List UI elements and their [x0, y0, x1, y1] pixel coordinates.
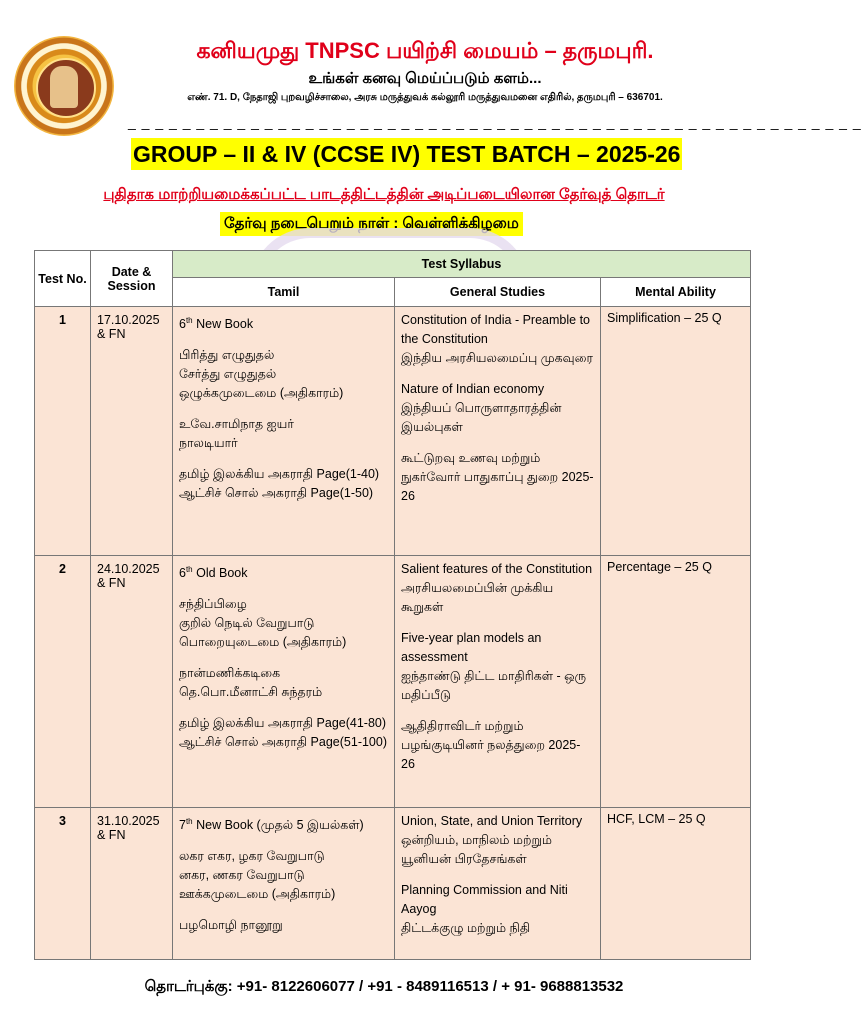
tamil-syllabus	[173, 808, 395, 960]
divider-line: _ _ _ _ _ _ _ _ _ _ _ _ _ _ _ _ _ _ _ _ _ _ _ _ _ _ _ _ _ _ _ _ _ _ _ _ _ _ _ _ _ _ _ _ _ _ _ _ _ _ _ _ _ _	[128, 114, 862, 130]
tamil-topic: பிரித்து எழுதுதல்	[179, 348, 275, 363]
table-row	[35, 808, 751, 960]
tamil-syllabus	[173, 556, 395, 808]
test-number: 3	[35, 808, 91, 960]
gs-topic: Constitution of India - Preamble to the Constitution	[401, 313, 590, 346]
tamil-topic: தமிழ் இலக்கிய அகராதி Page(41-80)	[179, 716, 387, 731]
tamil-book: 7th New Book (முதல் 5 இயல்கள்)	[179, 817, 364, 833]
logo-figure	[50, 66, 78, 108]
gs-topic: இந்திய அரசியலமைப்பு முகவுரை	[401, 351, 593, 365]
gs-topic: இந்தியப் பொருளாதாரத்தின் இயல்புகள்	[401, 401, 562, 434]
test-date: 24.10.2025 & FN	[91, 556, 173, 808]
syllabus-description: புதிதாக மாற்றியமைக்கப்பட்ட பாடத்திட்டத்தின் அடிப்படையிலான தேர்வுத் தொடர்	[103, 186, 665, 203]
tamil-topic: தெ.பொ.மீனாட்சி சுந்தரம்	[179, 685, 323, 700]
contact-numbers: தொடர்புக்கு: +91- 8122606077 / +91 - 8489116513 / + 91- 9688813532	[144, 978, 624, 995]
tamil-topic: பழமொழி நானூறு	[179, 918, 283, 933]
gs-topic: Planning Commission and Niti Aayog	[401, 883, 568, 916]
exam-day: தேர்வு நடைபெறும் நாள் : வெள்ளிக்கிழமை	[220, 212, 523, 236]
gs-topic: Union, State, and Union Territory	[401, 814, 583, 828]
header-test-no: Test No.	[35, 251, 91, 307]
gs-topic: ஆதிதிராவிடர் மற்றும் பழங்குடியினர் நலத்துறை 2025-26	[401, 719, 581, 771]
mental-ability-topic: Simplification – 25 Q	[601, 307, 751, 556]
tamil-topic: லகர எகர, ழகர வேறுபாடு	[179, 849, 325, 864]
tamil-syllabus	[173, 307, 395, 556]
header-date-session: Date & Session	[91, 251, 173, 307]
tamil-topic: பொறையுடைமை (அதிகாரம்)	[179, 635, 347, 650]
gs-syllabus	[395, 307, 601, 556]
table-row	[35, 556, 751, 808]
tamil-topic: நான்மணிக்கடிகை	[179, 666, 281, 681]
tamil-topic: ஆட்சிச் சொல் அகராதி Page(51-100)	[179, 735, 388, 750]
gs-topic: ஐந்தாண்டு திட்ட மாதிரிகள் - ஒரு மதிப்பீடு	[401, 669, 587, 702]
header-tamil: Tamil	[173, 278, 395, 307]
gs-topic: Salient features of the Constitution	[401, 562, 593, 576]
test-date: 17.10.2025 & FN	[91, 307, 173, 556]
mental-ability-topic: Percentage – 25 Q	[601, 556, 751, 808]
header-general-studies: General Studies	[395, 278, 601, 307]
tamil-book: 6th Old Book	[179, 565, 248, 581]
institute-address: எண். 71. D, நேதாஜி புறவழிச்சாலை, அரசு மருத்துவக் கல்லூரி மருத்துவமனை எதிரில், தருமபுரி – 636701.	[187, 92, 663, 103]
tamil-topic: தமிழ் இலக்கிய அகராதி Page(1-40)	[179, 467, 380, 482]
tamil-topic: ஒழுக்கமுடைமை (அதிகாரம்)	[179, 386, 344, 401]
table-row	[35, 307, 751, 556]
gs-topic: அரசியலமைப்பின் முக்கிய கூறுகள்	[401, 581, 554, 614]
tamil-topic: குறில் நெடில் வேறுபாடு	[179, 616, 315, 631]
batch-title: GROUP – II & IV (CCSE IV) TEST BATCH – 2025-26	[131, 138, 682, 170]
institute-tagline: உங்கள் கனவு மெய்ப்படும் களம்...	[308, 70, 542, 87]
tamil-book: 6th New Book	[179, 316, 254, 332]
institute-title: கனியமுது TNPSC பயிற்சி மையம் – தருமபுரி.	[196, 38, 654, 63]
gs-syllabus	[395, 556, 601, 808]
header-mental-ability: Mental Ability	[601, 278, 751, 307]
gs-topic: திட்டக்குழு மற்றும் நிதி	[401, 921, 531, 935]
test-number: 1	[35, 307, 91, 556]
mental-ability-topic: HCF, LCM – 25 Q	[601, 808, 751, 960]
gs-topic: கூட்டுறவு உணவு மற்றும் நுகர்வோர் பாதுகாப்பு துறை 2025-26	[401, 451, 594, 503]
gs-syllabus	[395, 808, 601, 960]
gs-topic: ஒன்றியம், மாநிலம் மற்றும் யூனியன் பிரதேசங்கள்	[401, 833, 552, 866]
tamil-topic: உவே.சாமிநாத ஐயர்	[179, 417, 294, 432]
tamil-topic: னகர, ணகர வேறுபாடு	[179, 868, 305, 883]
tamil-topic: நாலடியார்	[179, 436, 238, 451]
test-schedule-table	[34, 250, 751, 960]
tamil-topic: சந்திப்பிழை	[179, 597, 247, 612]
institute-logo-icon	[14, 36, 114, 136]
tamil-topic: ஊக்கமுடைமை (அதிகாரம்)	[179, 887, 336, 902]
test-number: 2	[35, 556, 91, 808]
gs-topic: Five-year plan models an assessment	[401, 631, 542, 664]
tamil-topic: ஆட்சிச் சொல் அகராதி Page(1-50)	[179, 486, 374, 501]
test-date: 31.10.2025 & FN	[91, 808, 173, 960]
tamil-topic: சேர்த்து எழுதுதல்	[179, 367, 277, 382]
header-test-syllabus: Test Syllabus	[173, 251, 751, 278]
gs-topic: Nature of Indian economy	[401, 382, 545, 396]
